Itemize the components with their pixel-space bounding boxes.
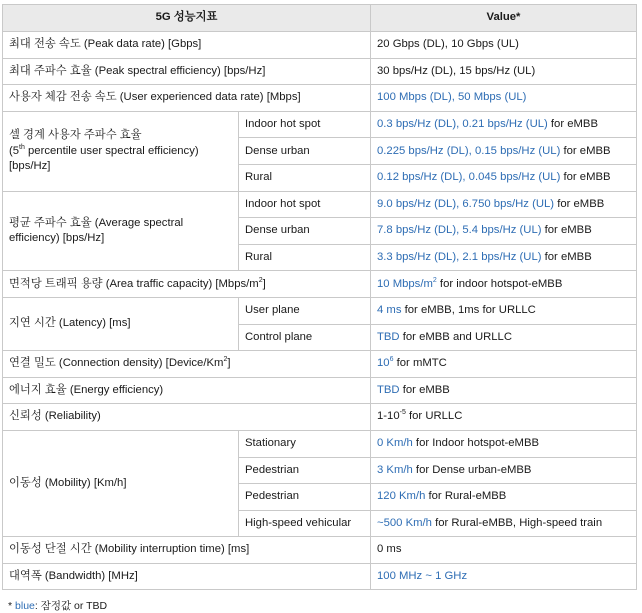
table-row — [3, 563, 637, 590]
avg-se-env: Dense urban — [239, 218, 371, 245]
cell-edge-label-pre: (5 — [9, 144, 20, 157]
cell-edge-value: 0.3 bps/Hz (DL), 0.21 bps/Hz (UL) for eMBB — [371, 111, 637, 138]
mobility-env: Pedestrian — [239, 457, 371, 484]
energy-label: 에너지 효율 (Energy efficiency) — [3, 377, 371, 404]
peak-label: 최대 전송 속도 (Peak data rate) [Gbps] — [3, 32, 371, 59]
table-row — [3, 297, 637, 324]
user-exp-label: 사용자 체감 전송 속도 (User experienced data rate) [Mbps] — [3, 85, 371, 112]
peak-value: 20 Gbps (DL), 10 Gbps (UL) — [371, 32, 637, 59]
table-row — [3, 430, 637, 457]
interruption-value: 0 ms — [371, 537, 637, 564]
latency-label: 지연 시간 (Latency) [ms] — [3, 297, 239, 350]
table-row — [3, 351, 637, 378]
table-row — [3, 191, 637, 218]
reliability-value: $1-10^{-5}$ for URLLC — [371, 404, 637, 431]
avg-se-env: Indoor hot spot — [239, 191, 371, 218]
table-row — [3, 537, 637, 564]
cell-edge-label-ko: 셀 경계 사용자 주파수 효율 — [9, 129, 142, 142]
avg-se-env: Rural — [239, 244, 371, 271]
avg-se-value: 3.3 bps/Hz (DL), 2.1 bps/Hz (UL) for eMBB — [371, 244, 637, 271]
latency-value: TBD for eMBB and URLLC — [371, 324, 637, 351]
cell-edge-value: 0.225 bps/Hz (DL), 0.15 bps/Hz (UL) for eMBB — [371, 138, 637, 165]
energy-value: TBD for eMBB — [371, 377, 637, 404]
footnote: * blue: 잠정값 or TBD — [8, 600, 108, 613]
avg-se-value: 9.0 bps/Hz (DL), 6.750 bps/Hz (UL) for eMBB — [371, 191, 637, 218]
table-row — [3, 404, 637, 431]
mobility-env: Stationary — [239, 430, 371, 457]
mobility-value: 0 Km/h for Indoor hotspot-eMBB — [371, 430, 637, 457]
table-row — [3, 58, 637, 85]
latency-value: 4 ms for eMBB, 1ms for URLLC — [371, 297, 637, 324]
cell-edge-env: Dense urban — [239, 138, 371, 165]
peak-se-label: 최대 주파수 효율 (Peak spectral efficiency) [bps/Hz] — [3, 58, 371, 85]
cell-edge-label-unit: [bps/Hz] — [9, 159, 51, 172]
cell-edge-value: 0.12 bps/Hz (DL), 0.045 bps/Hz (UL) for eMBB — [371, 164, 637, 191]
interruption-label: 이동성 단절 시간 (Mobility interruption time) [ms] — [3, 537, 371, 564]
density-label: 연결 밀도 (Connection density) [Device/Km$^2$] — [3, 351, 371, 378]
density-value: $10^6$ for mMTC — [371, 351, 637, 378]
spec-document — [0, 4, 642, 613]
area-value: 10 Mbps/$m^2$ for indoor hotspot-eMBB — [371, 271, 637, 298]
bandwidth-value: 100 MHz ~ 1 GHz — [371, 563, 637, 590]
cell-edge-env: Indoor hot spot — [239, 111, 371, 138]
table-header-row — [3, 5, 637, 32]
mobility-env: Pedestrian — [239, 484, 371, 511]
mobility-value: 120 Km/h for Rural-eMBB — [371, 484, 637, 511]
bandwidth-label: 대역폭 (Bandwidth) [MHz] — [3, 563, 371, 590]
table-row — [3, 32, 637, 59]
table-row — [3, 85, 637, 112]
cell-edge-env: Rural — [239, 164, 371, 191]
mobility-label: 이동성 (Mobility) [Km/h] — [3, 430, 239, 536]
avg-se-value: 7.8 bps/Hz (DL), 5.4 bps/Hz (UL) for eMBB — [371, 218, 637, 245]
latency-env: Control plane — [239, 324, 371, 351]
area-label: 면적당 트래픽 용량 (Area traffic capacity) $[Mbps/m^2]$ — [3, 271, 371, 298]
table-row — [3, 271, 637, 298]
cell-edge-label — [3, 111, 239, 191]
peak-se-value: 30 bps/Hz (DL), 15 bps/Hz (UL) — [371, 58, 637, 85]
header-value: Value* — [371, 5, 637, 32]
cell-edge-label-sup: th — [19, 143, 25, 151]
cell-edge-label-post: percentile user spectral efficiency) — [24, 144, 199, 157]
header-metric: 5G 성능지표 — [3, 5, 371, 32]
mobility-value: 3 Km/h for Dense urban-eMBB — [371, 457, 637, 484]
reliability-label: 신뢰성 (Reliability) — [3, 404, 371, 431]
mobility-env: High-speed vehicular — [239, 510, 371, 537]
table-row — [3, 377, 637, 404]
avg-se-label: 평균 주파수 효율 (Average spectral efficiency) [bps/Hz] — [3, 191, 239, 271]
table-row — [3, 111, 637, 138]
user-exp-value: 100 Mbps (DL), 50 Mbps (UL) — [371, 85, 637, 112]
latency-env: User plane — [239, 297, 371, 324]
5g-performance-table — [2, 4, 637, 590]
mobility-value: ~500 Km/h for Rural-eMBB, High-speed train — [371, 510, 637, 537]
